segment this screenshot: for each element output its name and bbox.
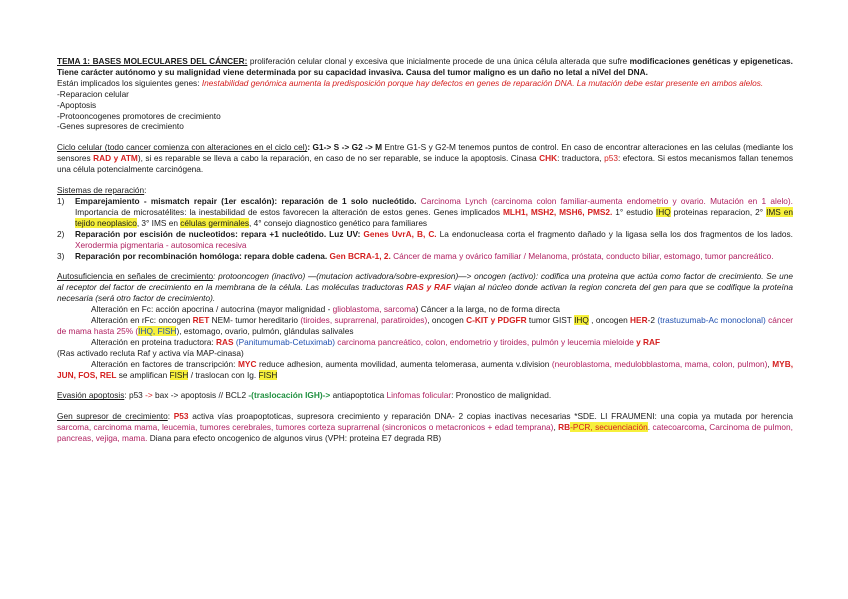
genes-list-item: -Reparacion celular [57,88,129,99]
reparacion-item-3: 3) Reparación por recombinación homóloga: repara doble cadena. Gen BCRA-1, 2. Cáncer de mama y ovárico familiar / Melanoma, próstata, conducto biliar, estomago, tumor pancreático. [57,250,774,261]
alteracion-transcripcion: Alteración en factores de transcripción: MYC reduce adhesion, aumenta movilidad, aumenta telomerasa, aumenta v.division (neuroblastoma, medulobblastoma, mama, colon, pulmon), MYB, JUN, FOS, REL se amplifican FISH / traslocan con Ig. FISH [57,358,794,380]
genes-list-item: -Apoptosis [57,99,97,110]
genes-intro: Están implicados los siguientes genes: Inestabilidad genómica aumenta la predisposición porque hay defectos en genes de reparación DNA. La mutación debe estar presente en ambos alelos. [57,77,764,88]
genes-list-item: -Genes supresores de crecimiento [57,121,184,132]
reparacion-item-1: 1) Emparejamiento - mismatch repair (1er escalón): reparación de 1 solo nucleótido. Carcinoma Lynch (carcinoma colon familiar-aumenta endometrio y ovario. Mutación en 1 alelo). Importancia de microsatélites: la inestabilidad de estos favorecen la alteración de estos genes. Genes implicados MLH1, MSH2, MSH6, PMS2. 1° estudio IHQ proteinas reparacion, 2° IMS en tejido neoplasico, 3° IMS en células germinales, 4° consejo diagnostico genético para familiares [57,195,793,228]
gen-supresor: Gen supresor de crecimiento: P53 activa vías proapoptoticas, supresora crecimiento y reparación DNA- 2 copias inactivas necesarias *SDE. LI FRAUMENI: una copia ya mutada por herencia sarcoma, carcinoma mama, leucemia, tumores cerebrales, tumores corteza suprarrenal (sincronicos o metacronicos + edad temprana), RB-PCR, secuenciación. catecoarcoma, Carcinoma de pulmon, pancreas, vejiga, mama. Diana para efecto oncogenico de algunos virus (VPH: proteina E7 degrada RB) [57,411,793,444]
ras-note: (Ras activado recluta Raf y activa vía MAP-cinasa) [57,347,244,358]
alteracion-rfc: Alteración en rFc: oncogen RET NEM- tumor hereditario (tiroides, suprarrenal, paratiroides), oncogen C-KIT y PDGFR tumor GIST IHQ , oncogen HER-2 (trastuzumab-Ac monoclonal) cáncer de mama hasta 25% (IHQ, FISH), estomago, ovario, pulmón, glándulas salivales [57,315,794,336]
alteracion-proteina-traductora: Alteración en proteina traductora: RAS (Panitumumab-Cetuximab) carcinoma pancreático, colon, endometrio y tiroides, pulmón y leucemia mieloide y RAF [91,336,661,347]
reparacion-item-2: 2) Reparación por escisión de nucleotidos: repara +1 nucleótido. Luz UV: Genes UvrA, B, C. La endonucleasa corta el fragmento dañado y la ligasa sella los dos fragmentos de los lados. Xerodermia pigmentaria - autosomica recesiva [57,228,793,250]
tema-title: TEMA 1: BASES MOLECULARES DEL CÁNCER: [57,56,248,66]
genes-list-item: -Protooncogenes promotores de crecimiento [57,110,221,121]
ciclo-celular: Ciclo celular (todo cancer comienza con alteraciones en el ciclo cel): G1-> S -> G2 -> M Entre G1-S y G2-M tenemos puntos de control. En caso de encontrar alteraciones en las celulas (mediante los sensores RAD y ATM), si es reparable se lleva a cabo la reparación, en caso de no ser reparable, se induce la apoptosis. Cinasa CHK: traductora, p53: efectora. Si estos mecanismos fallan tenemos una célula potencialmente carcinógena. [57,142,794,175]
ciclo-heading: Ciclo celular (todo cancer comienza con alteraciones en el ciclo cel) [57,142,308,153]
alteracion-fc: Alteración en Fc: acción apocrina / autocrina (mayor malignidad - glioblastoma, sarcoma) Cáncer a la larga, no de forma directa [91,304,561,315]
evasion-apoptosis: Evasión apoptosis: p53 -> bax -> apoptosis // BCL2 -(traslocación IGH)-> antiapoptotica Linfomas folicular: Pronostico de malignidad. [57,390,552,401]
document-page [57,56,793,444]
reparacion-heading: Sistemas de reparación: [57,185,147,196]
tema-intro: TEMA 1: BASES MOLECULARES DEL CÁNCER: proliferación celular clonal y excesiva que inicialmente procede de una única célula alterada que sufre modificaciones genéticas y epigeneticas. Tiene carácter autónomo y su malignidad viene determinada por su capacidad invasiva. Causa del tumor maligno es un daño no letal a niVel del DNA. [57,56,793,77]
autosuficiencia: Autosuficiencia en señales de crecimiento: protooncogen (inactivo) —(mutacion activadora/sobre-expresion)—> oncogen (activo): codifica una proteina que actúa como factor de crecimiento. Se une al receptor del factor de crecimiento en la membrana de la célula. Las moléculas traductoras RAS y RAF viajan al núcleo donde activan la region concreta del gen para que se codifique la proteína necesaria (será otro factor de crecimiento). [57,271,793,304]
autosuficiencia-heading: Autosuficiencia en señales de crecimiento [57,271,214,282]
